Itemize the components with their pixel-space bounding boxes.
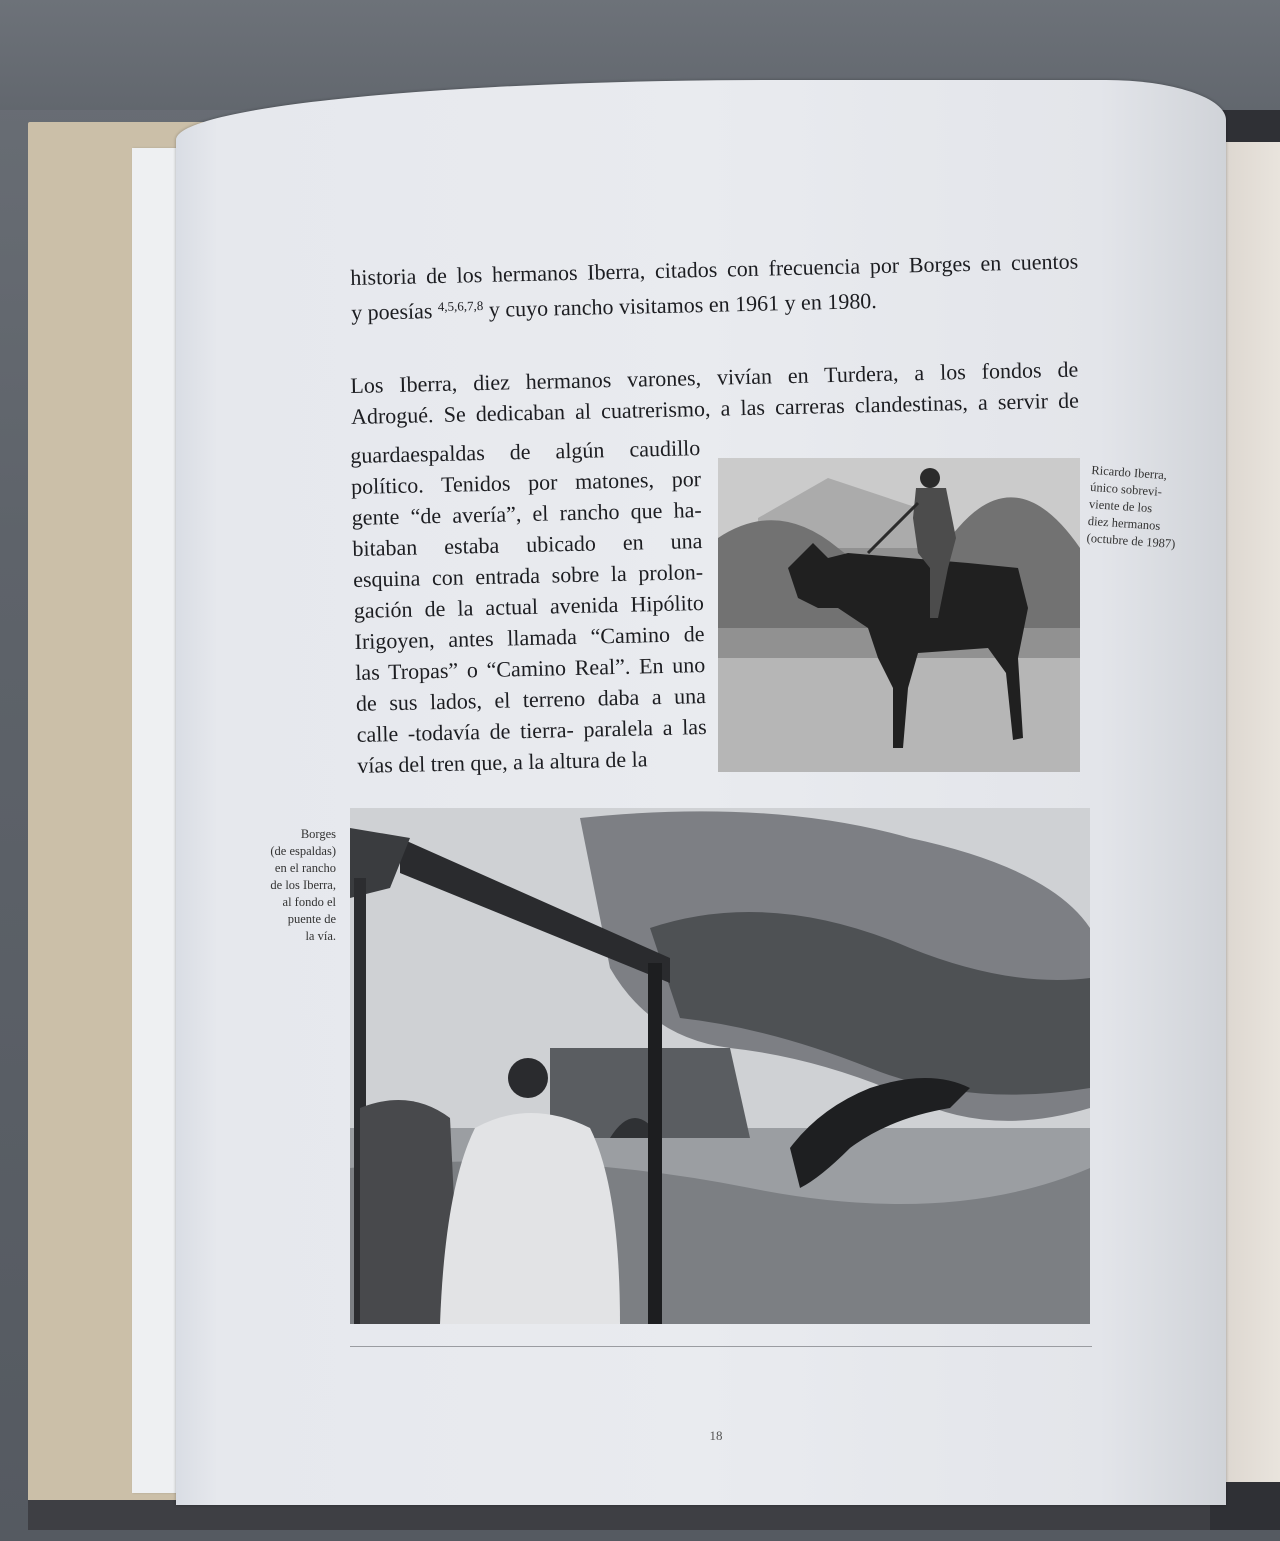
text-line: calle -todavía de tierra- paralela a las [356,713,707,747]
horse-rider-illustration [718,458,1080,772]
text-line: historia de los hermanos Iberra, citados con frecuencia por Borges en cuentos [350,248,1079,290]
text-line: Los Iberra, diez hermanos varones, vivían en Turdera, a los fondos de [350,356,1079,398]
text-line: Irigoyen, antes llamada “Camino de [354,621,705,654]
page-number: 18 [709,1428,723,1443]
caption-rancho [240,826,336,945]
caption-line: viente de los [1088,496,1153,516]
photo-borges-rancho [350,808,1090,1324]
text-line: Adrogué. Se dedicaban al cuatrerismo, a las carreras clandestinas, a servir de [350,387,1080,429]
caption-line: al fondo el [282,895,336,909]
footer-rule [350,1346,1092,1347]
caption-line: diez hermanos [1087,513,1161,533]
text-line: las Tropas” o “Camino Real”. En uno [354,652,706,685]
text-line: gente “de avería”, el rancho que ha- [351,497,702,530]
caption-line: Borges [300,827,336,841]
caption-line: Ricardo Iberra, [1090,462,1168,483]
text-line: político. Tenidos por matones, por [350,466,702,499]
caption-line: (octubre de 1987) [1086,530,1176,551]
photo-horse-rider [718,458,1080,772]
caption-line: (de espaldas) [270,844,336,858]
text-line: esquina con entrada sobre la prolon- [352,559,704,592]
caption-line: en el rancho [274,861,336,875]
text-line: vías del tren que, a la altura de la [357,746,648,778]
text-line: de sus lados, el terreno daba a una [355,682,707,716]
rancho-illustration [350,808,1090,1324]
text-fragment: y cuyo rancho visitamos en 1961 y en 1980. [483,288,878,322]
facing-page-edge [1220,142,1280,1482]
caption-horse [1086,462,1184,553]
text-line: gación de la actual avenida Hipólito [353,590,705,623]
text-line: guardaespaldas de algún caudillo [350,435,701,468]
text-line: bitaban estaba ubicado en una [352,528,703,561]
caption-line: único sobrevi- [1089,479,1163,499]
text-fragment: y poesías [350,298,439,325]
caption-line: puente de [287,912,336,926]
caption-line: la vía. [305,929,336,943]
footnote-refs: 4,5,6,7,8 [437,297,484,315]
caption-line: de los Iberra, [270,878,336,892]
paragraph-main-column [350,432,708,781]
